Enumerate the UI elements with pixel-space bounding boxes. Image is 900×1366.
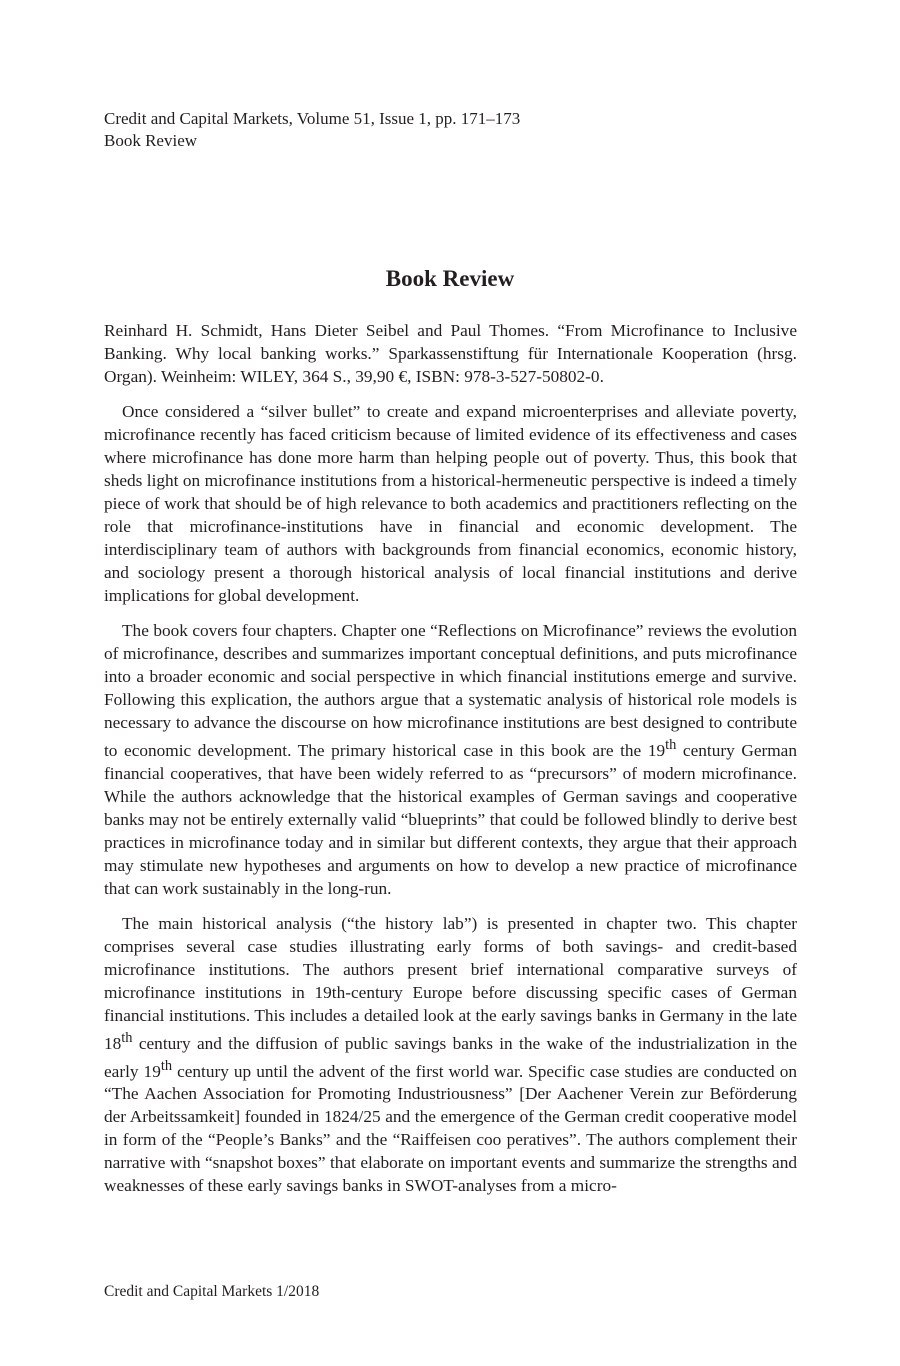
journal-citation-line: Credit and Capital Markets, Volume 51, Issue 1, pp. 171–173 bbox=[104, 109, 521, 128]
paragraph-2-part-b: century German financial cooperatives, that have been widely referred to as “precursors” of modern microfinance. While the authors acknowledge that the historical examples of German savings and cooperative banks may not be entirely externally valid “blueprints” that could be followed blindly to derive best practices in microfinance today and in similar but different contexts, they argue that their approach may stimulate new hypotheses and arguments on how to develop a new practice of microfinance that can work sustainably in the long-run. bbox=[104, 740, 797, 898]
paragraph-3-part-c: century up until the advent of the first world war. Specific case studies are conducted on “The Aachen Association for Promoting Industriousness” [Der Aachener Verein zur Beförderung der Arbeitssamkeit] founded in 1824/25 and the emergence of the German credit cooperative model in form of the “People’s Banks” and the “Raiffeisen coo peratives”. The authors complement their narrative with “snapshot boxes” that elaborate on important events and summarize the strengths and weaknesses of these early savings banks in SWOT-analyses from a micro- bbox=[104, 1061, 797, 1196]
paragraph-3-part-a: The main historical analysis (“the history lab”) is presented in chapter two. This chapter comprises several case studies illustrating early forms of both savings- and credit-based microfinance institutions. The authors present brief international comparative surveys of microfinance institutions in 19th-century Europe before discussing specific cases of German financial institutions. This includes a detailed look at the early savings banks in Germany in the late 18 bbox=[104, 913, 797, 1053]
superscript-th: th bbox=[121, 1029, 133, 1046]
page-footer: Credit and Capital Markets 1/2018 bbox=[104, 1283, 320, 1300]
running-head bbox=[104, 108, 520, 152]
paragraph-1: Once considered a “silver bullet” to create and expand microenterprises and alleviate poverty, microfinance recently has faced criticism because of limited evidence of its effectiveness and cases where microfinance has done more harm than helping people out of poverty. Thus, this book that sheds light on microfinance institutions from a historical-hermeneutic perspective is indeed a timely piece of work that should be of high relevance to both academics and practitioners reflecting on the role that microfinance-institutions have in financial and economic development. The interdisciplinary team of authors with backgrounds from financial economics, economic history, and sociology present a thorough historical analysis of local financial institutions and derive implications for global development. bbox=[104, 402, 797, 605]
article-title: Book Review bbox=[385, 266, 515, 291]
paragraph-2 bbox=[104, 619, 797, 900]
article-body bbox=[104, 319, 797, 1209]
paragraph-3 bbox=[104, 912, 797, 1198]
book-citation: Reinhard H. Schmidt, Hans Dieter Seibel and Paul Thomes. “From Microfinance to Inclusive Banking. Why local banking works.” Sparkassenstiftung für Internationale Kooperation (hrsg. Organ). Weinheim: WILEY, 364 S., 39,90 €, ISBN: 978-3-527-50802-0. bbox=[104, 321, 797, 386]
paragraph-2-part-a: The book covers four chapters. Chapter one “Reflections on Microfinance” reviews the evolution of microfinance, describes and summarizes important conceptual definitions, and puts microfinance into a broader economic and social perspective in which financial institutions emerge and survive. Following this explication, the authors argue that a systematic analysis of historical role models is necessary to advance the discourse on how microfinance institutions are best designed to contribute to economic development. The primary historical case in this book are the 19 bbox=[104, 621, 797, 760]
superscript-th: th bbox=[665, 737, 677, 753]
section-label: Book Review bbox=[104, 131, 198, 150]
superscript-th: th bbox=[160, 1057, 173, 1074]
paragraph-3-part-b: century and the diffusion of public savings banks in the wake of the industrialization in the early 19 bbox=[104, 1033, 797, 1081]
